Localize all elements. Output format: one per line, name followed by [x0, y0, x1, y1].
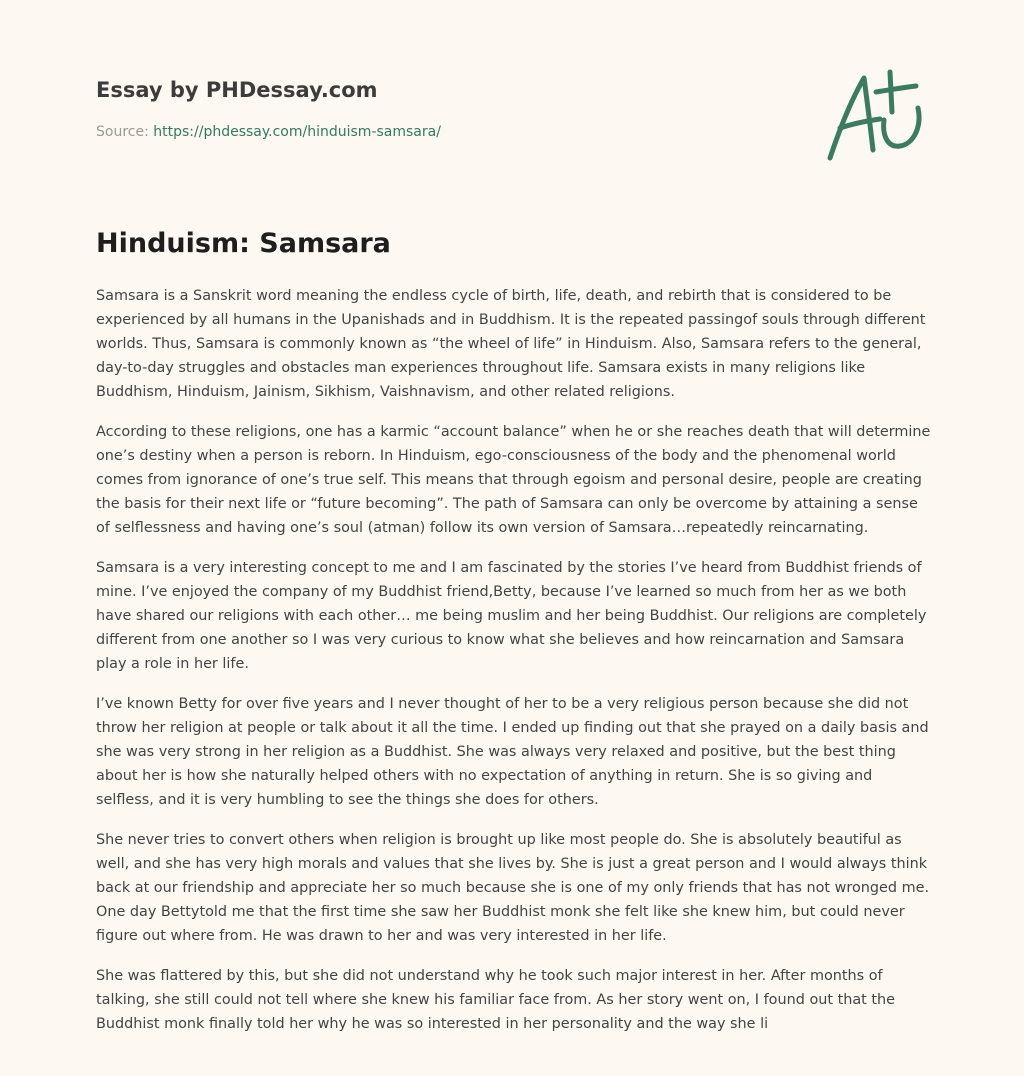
- site-title: Essay by PHDessay.com: [96, 78, 378, 102]
- source-link[interactable]: https://phdessay.com/hinduism-samsara/: [153, 124, 441, 140]
- essay-paragraph: Samsara is a Sanskrit word meaning the endless cycle of birth, life, death, and rebirth that is considered to be experienced by all humans in the Upanishads and in Buddhism. It is the repeated passingof souls through different worlds. Thus, Samsara is commonly known as “the wheel of life” in Hinduism. Also, Samsara refers to the general, day-to-day struggles and obstacles man experiences throughout life. Samsara exists in many religions like Buddhism, Hinduism, Jainism, Sikhism, Vaishnavism, and other related religions.: [96, 288, 926, 400]
- source-label: Source:: [96, 124, 149, 140]
- essay-paragraph: According to these religions, one has a karmic “account balance” when he or she reaches death that will determine one’s destiny when a person is reborn. In Hinduism, ego-consciousness of the body and the phenomenal world comes from ignorance of one’s true self. This means that through egoism and personal desire, people are creating the basis for their next life or “future becoming”. The path of Samsara can only be overcome by attaining a sense of selflessness and having one’s soul (atman) follow its own version of Samsara…repeatedly reincarnating.: [96, 424, 931, 536]
- essay-body: [96, 284, 932, 1052]
- essay-paragraph: She never tries to convert others when religion is brought up like most people do. She is absolutely beautiful as well, and she has very high morals and values that she lives by. She is just a great person and I would always think back at our friendship and appreciate her so much because she is one of my only friends that has not wronged me. One day Bettytold me that the first time she saw her Buddhist monk she felt like she knew him, but could never figure out where from. He was drawn to her and was very interested in her life.: [96, 832, 930, 944]
- essay-paragraph: She was flattered by this, but she did not understand why he took such major interest in her. After months of talking, she still could not tell where she knew his familiar face from. As her story went on, I found out that the Buddhist monk finally told her why he was so interested in her personality and the way she li: [96, 968, 895, 1032]
- a-plus-grade-icon: [820, 66, 930, 166]
- essay-title: Hinduism: Samsara: [96, 228, 391, 259]
- essay-header: [96, 76, 696, 141]
- source-line: [96, 123, 696, 141]
- essay-paragraph: Samsara is a very interesting concept to me and I am fascinated by the stories I’ve heard from Buddhist friends of mine. I’ve enjoyed the company of my Buddhist friend,Betty, because I’ve learned so much from her as we both have shared our religions with each other… me being muslim and her being Buddhist. Our religions are completely different from one another so I was very curious to know what she believes and how reincarnation and Samsara play a role in her life.: [96, 560, 927, 672]
- essay-paragraph: I’ve known Betty for over five years and I never thought of her to be a very religious person because she did not throw her religion at people or talk about it all the time. I ended up finding out that she prayed on a daily basis and she was very strong in her religion as a Buddhist. She was always very relaxed and positive, but the best thing about her is how she naturally helped others with no expectation of anything in return. She is so giving and selfless, and it is very humbling to see the things she does for others.: [96, 696, 929, 808]
